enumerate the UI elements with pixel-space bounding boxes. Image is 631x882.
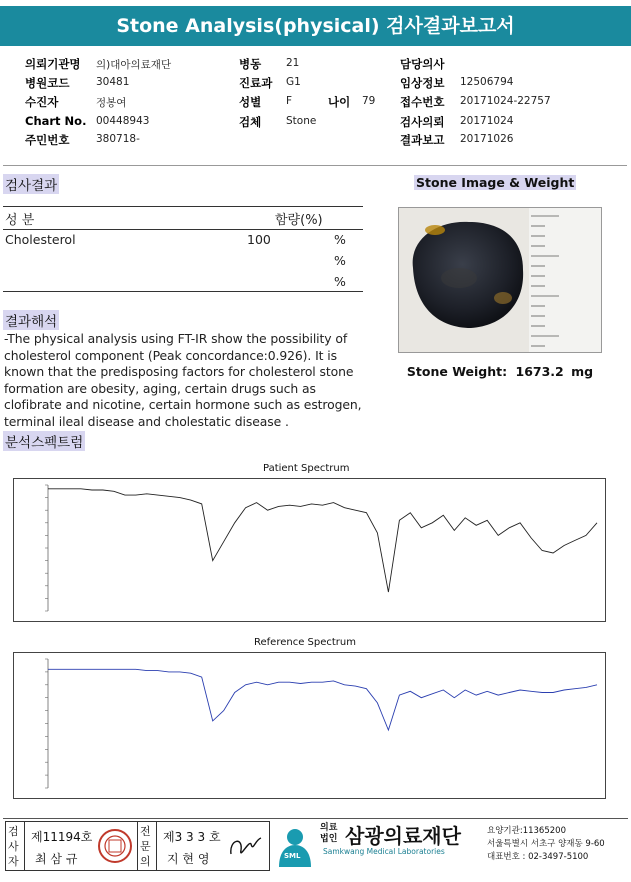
examiner-name: 최 삼 규 [35, 852, 78, 866]
stone-weight-unit: mg [571, 364, 594, 379]
request-date-value: 20171024 [460, 115, 514, 127]
examiner-label: 검사자 [8, 825, 19, 868]
results-table-bottom-rule [3, 291, 363, 292]
department-value: G1 [286, 76, 301, 88]
stone-image-title: Stone Image & Weight [416, 175, 575, 190]
results-table-header [3, 206, 363, 230]
spectrum-section-title: 분석스펙트럼 [3, 431, 85, 451]
age-value: 79 [362, 95, 376, 107]
patient-spectrum-svg [14, 479, 605, 621]
reference-spectrum-title: Reference Spectrum [254, 637, 356, 648]
examiner-label-box [5, 821, 25, 871]
org-name: 삼광의료재단 [345, 824, 461, 848]
report-title: Stone Analysis(physical) 검사결과보고서 [0, 6, 631, 46]
reference-spectrum-chart [13, 652, 606, 799]
patient-info-section [3, 50, 627, 166]
specimen-label: 검체 [239, 115, 262, 129]
specialist-info-box [156, 821, 270, 871]
patient-label: 수진자 [25, 95, 59, 109]
resident-id-label: 주민번호 [25, 133, 70, 147]
specialist-name: 지 현 영 [167, 852, 210, 866]
doctor-label: 담당의사 [400, 57, 445, 71]
patient-spectrum-chart [13, 478, 606, 622]
result-row-1-unit: % [334, 232, 346, 247]
sml-logo-icon [273, 821, 319, 869]
org-phone-line: 대표번호 : 02-3497-5100 [487, 852, 589, 862]
org-type: 의료법인 [320, 823, 338, 844]
stone-photo [398, 207, 602, 353]
specialist-label: 전문의 [140, 825, 151, 868]
clinical-info-label: 임상정보 [400, 76, 445, 90]
institution-label: 의뢰기관명 [25, 57, 81, 71]
report-date-label: 결과보고 [400, 133, 445, 147]
specialist-signature-icon [227, 830, 265, 864]
request-date-label: 검사의뢰 [400, 115, 445, 129]
department-label: 진료과 [239, 76, 273, 90]
specialist-license: 제3 3 3 호 [163, 830, 221, 844]
stone-weight-label: Stone Weight: [406, 364, 508, 379]
resident-id-value: 380718- [96, 133, 140, 145]
component-column-header: 성 분 [5, 213, 35, 228]
patient-spectrum-series-line [48, 489, 597, 592]
specialist-label-box [137, 821, 157, 871]
sex-value: F [286, 95, 293, 107]
result-row-1-name: Cholesterol [5, 232, 76, 247]
report-footer [3, 818, 628, 873]
interpretation-section-title: 결과해석 [3, 310, 59, 330]
ward-label: 병동 [239, 57, 262, 71]
institution-value: 의)대아의료재단 [96, 59, 172, 71]
age-label: 나이 [328, 95, 351, 109]
stone-weight-value: 1673.2 [515, 364, 564, 379]
chart-no-value: 00448943 [96, 115, 150, 127]
result-row-2-unit: % [334, 253, 346, 268]
reference-spectrum-series-line [48, 669, 597, 730]
interpretation-text: -The physical analysis using FT-IR show the possibility of cholesterol component (Peak concordance:0.926). It is known that the predisposing factors for cholesterol stone formation are obesity, aging, certain drugs such as clofibrate and nicotine, certain hormone such as estrogen, terminal ileal disease and cholestatic disease . [4, 331, 362, 429]
content-column-header: 함량(%) [275, 213, 323, 228]
stone-weight [400, 364, 600, 379]
patient-spectrum-title: Patient Spectrum [263, 463, 350, 474]
results-section-title: 검사결과 [3, 174, 59, 194]
hospital-code-label: 병원코드 [25, 76, 70, 90]
sml-logo-text: SML [284, 852, 301, 860]
examiner-license: 제11194호 [31, 830, 93, 844]
clinical-info-value: 12506794 [460, 76, 514, 88]
org-address-line: 서울특별시 서초구 양재동 9-60 [487, 839, 605, 849]
hospital-code-value: 30481 [96, 76, 130, 88]
reference-spectrum-svg [14, 653, 605, 798]
chart-no-label: Chart No. [25, 114, 87, 128]
sex-label: 성별 [239, 95, 262, 109]
examiner-info-box [24, 821, 138, 871]
org-english-name: Samkwang Medical Laboratories [323, 847, 445, 856]
patient-value: 정봉여 [96, 97, 127, 109]
ward-value: 21 [286, 57, 300, 69]
specimen-value: Stone [286, 115, 317, 127]
receipt-no-value: 20171024-22757 [460, 95, 551, 107]
org-code-line: 요양기관:11365200 [487, 826, 566, 836]
examiner-seal-icon [97, 828, 133, 864]
report-date-value: 20171026 [460, 133, 514, 145]
result-row-3-unit: % [334, 274, 346, 289]
stone-photo-image [399, 208, 601, 352]
result-row-1-value: 100 [247, 232, 271, 247]
receipt-no-label: 접수번호 [400, 95, 445, 109]
